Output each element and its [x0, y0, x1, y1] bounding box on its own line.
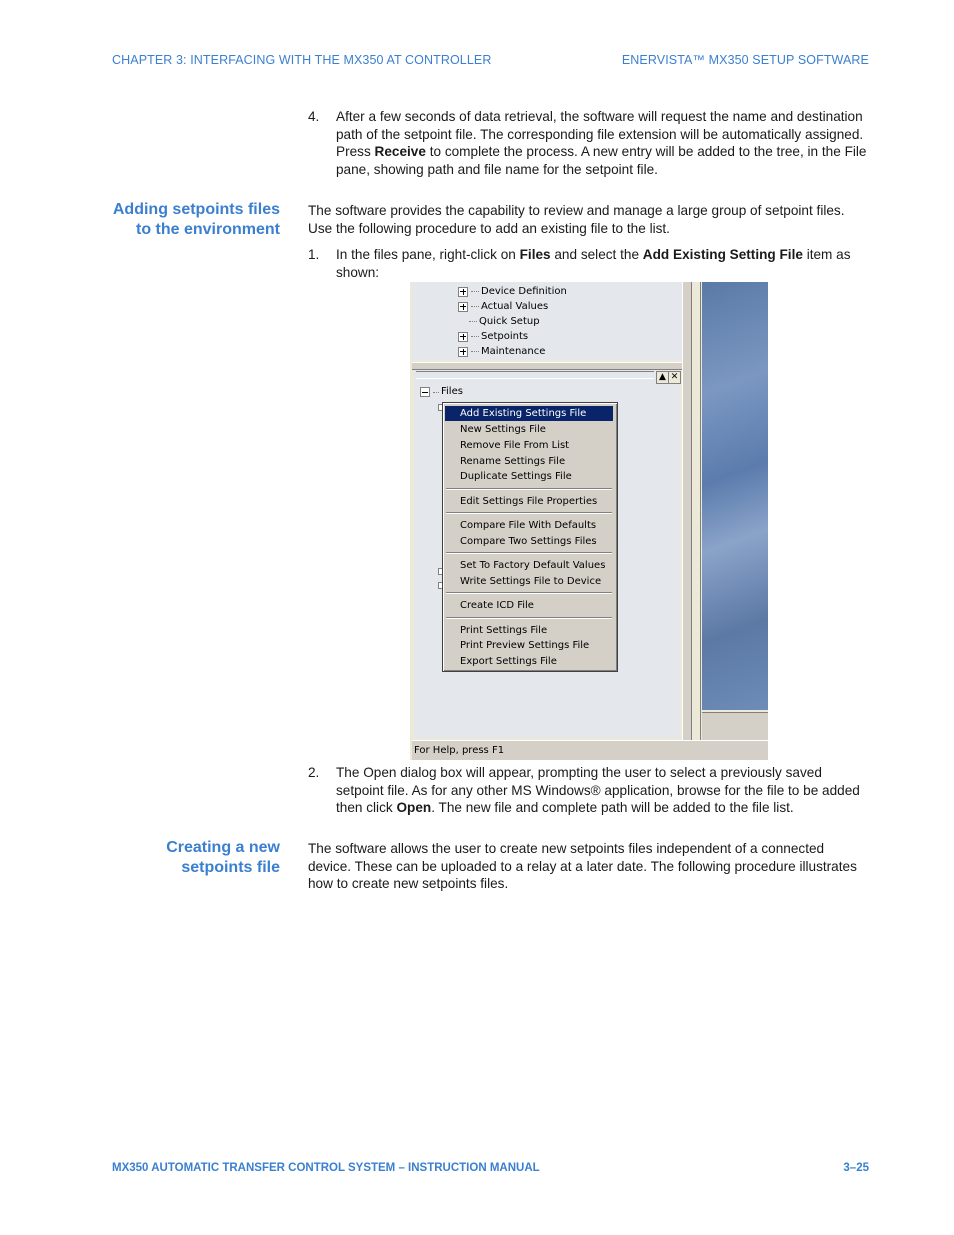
tree-item-setpoints[interactable]: Setpoints: [458, 329, 528, 344]
workspace-background: [702, 282, 768, 710]
software-screenshot: [410, 282, 768, 760]
tree-item-maintenance[interactable]: Maintenance: [458, 344, 545, 359]
tree-item-device-definition[interactable]: Device Definition: [458, 284, 567, 299]
context-menu: [442, 402, 618, 672]
header-chapter: CHAPTER 3: INTERFACING WITH THE MX350 AT CONTROLLER: [112, 53, 492, 67]
step-text: item as shown:: [336, 247, 851, 280]
footer-manual-title: MX350 AUTOMATIC TRANSFER CONTROL SYSTEM – INSTRUCTION MANUAL: [112, 1162, 540, 1174]
menu-compare-file-with-defaults[interactable]: Compare File With Defaults: [460, 520, 597, 531]
step-number: 2.: [308, 765, 320, 780]
menu-rename-settings-file[interactable]: Rename Settings File: [460, 456, 566, 467]
step-text-post: to complete the process. A new entry will be added to the tree, in the File pane, showing path and file name for the setpoint file.: [336, 144, 867, 178]
expand-icon[interactable]: [458, 347, 468, 357]
expand-icon[interactable]: [458, 287, 468, 297]
step-text: and select the: [550, 247, 643, 262]
menu-create-icd-file[interactable]: Create ICD File: [460, 600, 534, 611]
step-1: [308, 246, 870, 281]
menu-print-settings-file[interactable]: Print Settings File: [460, 625, 548, 636]
step-4: [308, 108, 870, 179]
files-keyword: Files: [519, 247, 551, 262]
menu-add-existing-settings-file[interactable]: Add Existing Settings File: [445, 406, 613, 421]
open-keyword: Open: [396, 800, 432, 816]
tree-item-files[interactable]: Files: [420, 385, 463, 399]
menu-separator: [446, 552, 612, 554]
workspace-bottom-strip: [702, 712, 768, 741]
menu-compare-two-settings-files[interactable]: Compare Two Settings Files: [460, 536, 597, 547]
section-heading-creating: [166, 838, 280, 878]
status-bar: For Help, press F1: [412, 740, 768, 760]
vertical-splitter[interactable]: [682, 282, 692, 742]
menu-remove-file-from-list[interactable]: Remove File From List: [460, 440, 570, 451]
heading-line: to the environment: [135, 221, 280, 238]
menu-duplicate-settings-file[interactable]: Duplicate Settings File: [460, 471, 572, 482]
tree-item-actual-values[interactable]: Actual Values: [458, 299, 548, 314]
step-number: 4.: [308, 109, 320, 124]
menu-separator: [446, 488, 612, 490]
vertical-splitter-2[interactable]: [692, 282, 701, 742]
collapse-icon[interactable]: [420, 387, 430, 397]
add-existing-keyword: Add Existing Setting File: [642, 247, 803, 262]
header-product: ENERVISTA™ MX350 SETUP SOFTWARE: [621, 53, 869, 67]
expand-icon[interactable]: [458, 302, 468, 312]
pane-close-button[interactable]: ✕: [668, 371, 681, 384]
step-text: The Open dialog box will appear, prompting the user to select a previously saved setpoint file. As for any other MS Windows® application, browse for the file to be added then click: [336, 765, 860, 816]
menu-write-settings-file-to-device[interactable]: Write Settings File to Device: [460, 576, 602, 587]
menu-print-preview-settings-file[interactable]: Print Preview Settings File: [460, 640, 590, 651]
step-2: [308, 764, 870, 817]
pane-restore-button[interactable]: ▲: [656, 371, 669, 384]
menu-separator: [446, 617, 612, 619]
menu-new-settings-file[interactable]: New Settings File: [460, 424, 546, 435]
menu-set-to-factory-default-values[interactable]: Set To Factory Default Values: [460, 560, 606, 571]
receive-keyword: Receive: [374, 144, 426, 160]
heading-line: Creating a new: [166, 839, 280, 856]
heading-line: Adding setpoints files: [112, 201, 280, 218]
step-number: 1.: [308, 247, 320, 262]
menu-separator: [446, 592, 612, 594]
section-intro-adding: The software provides the capability to review and manage a large group of setpoint files. Use the following procedure to add an existing file to the list.: [308, 203, 845, 236]
expand-icon[interactable]: [458, 332, 468, 342]
section-heading-adding: [113, 200, 280, 240]
tree-item-quick-setup[interactable]: Quick Setup: [458, 314, 540, 329]
menu-export-settings-file[interactable]: Export Settings File: [460, 656, 557, 667]
section-text-creating: The software allows the user to create new setpoints files independent of a connected device. These can be uploaded to a relay at a later date. The following procedure illustrates how to create new setpoints files.: [308, 841, 857, 892]
step-text: In the files pane, right-click on: [336, 247, 520, 262]
page-number: 3–25: [843, 1162, 869, 1174]
heading-line: setpoints file: [181, 859, 280, 876]
menu-edit-settings-file-properties[interactable]: Edit Settings File Properties: [460, 496, 598, 507]
files-pane-titlebar: [416, 371, 654, 379]
device-tree-pane: [412, 282, 682, 360]
pane-splitter[interactable]: [412, 362, 682, 370]
step-text: . The new file and complete path will be added to the file list.: [431, 800, 794, 816]
menu-separator: [446, 512, 612, 514]
step-text-pre: After a few seconds of data retrieval, the software will request the name and destination path of the setpoint file. The corresponding file extension will be automatically assigned. Press: [336, 109, 864, 160]
